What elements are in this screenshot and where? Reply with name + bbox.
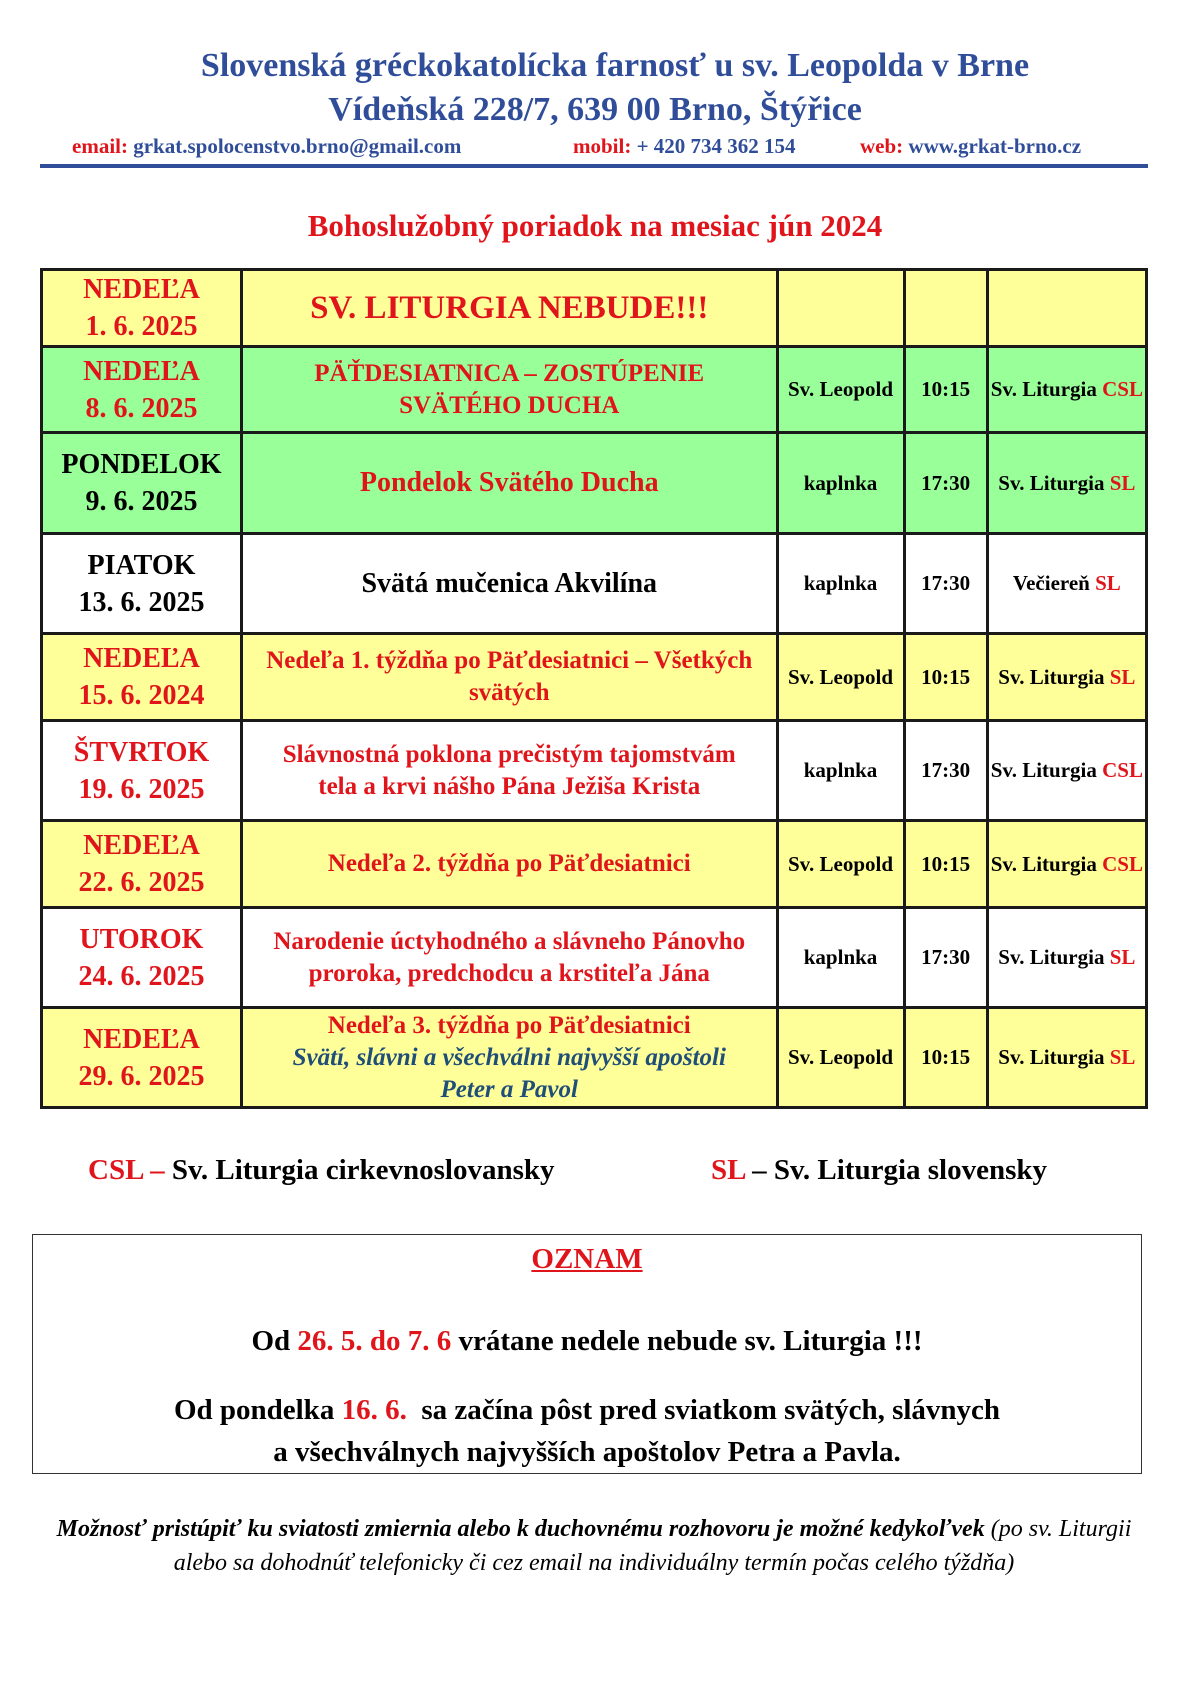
schedule-row (42, 433, 1147, 534)
mobile-contact: mobil: + 420 734 362 154 (573, 134, 796, 158)
day-cell: NEDEĽA 22. 6. 2025 (42, 821, 242, 908)
notice-title: OZNAM (531, 1243, 643, 1275)
place-cell: kaplnka (777, 433, 904, 534)
service-cell: Sv. Liturgia SL (987, 433, 1146, 534)
parish-name: Slovenská gréckokatolícka farnosť u sv. Leopolda v Brne (200, 47, 1030, 84)
schedule-row (42, 721, 1147, 821)
feast-cell: PÄŤDESIATNICA – ZOSTÚPENIE SVÄTÉHO DUCHA (241, 347, 777, 433)
feast-cell: Pondelok Svätého Ducha (241, 433, 777, 534)
feast-cell: Svätá mučenica Akvilína (241, 534, 777, 634)
schedule-table (40, 268, 1148, 1109)
schedule-row (42, 347, 1147, 433)
feast-cell: Slávnostná poklona prečistým tajomstvám tela a krvi nášho Pána Ježiša Krista (241, 721, 777, 821)
header-divider (40, 164, 1148, 168)
time-cell: 17:30 (904, 534, 987, 634)
time-cell: 10:15 (904, 821, 987, 908)
place-cell: kaplnka (777, 908, 904, 1008)
email-contact[interactable]: email: grkat.spolocenstvo.brno@gmail.com (72, 134, 462, 158)
time-cell: 17:30 (904, 908, 987, 1008)
document-title: Bohoslužobný poriadok na mesiac jún 2024 (307, 208, 883, 243)
time-cell: 17:30 (904, 433, 987, 534)
service-cell: Sv. Liturgia CSL (987, 721, 1146, 821)
service-cell: Večiereň SL (987, 534, 1146, 634)
notice-paragraph-1: Od 26. 5. do 7. 6 vrátane nedele nebude sv. Liturgia !!! (251, 1325, 923, 1357)
time-cell (904, 270, 987, 347)
service-cell: Sv. Liturgia SL (987, 1008, 1146, 1108)
day-cell: ŠTVRTOK 19. 6. 2025 (42, 721, 242, 821)
day-cell: UTOROK 24. 6. 2025 (42, 908, 242, 1008)
time-cell: 17:30 (904, 721, 987, 821)
feast-cell: SV. LITURGIA NEBUDE!!! (241, 270, 777, 347)
footer-note: Možnosť pristúpiť ku sviatosti zmiernia alebo k duchovnému rozhovoru je možné kedykoľvek (po sv. Liturgii alebo sa dohodnúť telefonicky či cez email na individuálny termín počas celého týždňa) (56, 1516, 1132, 1576)
day-cell: NEDEĽA 1. 6. 2025 (42, 270, 242, 347)
legend-csl: CSL – Sv. Liturgia cirkevnoslovansky (88, 1154, 555, 1186)
notice-box (32, 1234, 1142, 1474)
day-cell: PIATOK 13. 6. 2025 (42, 534, 242, 634)
parish-address: Vídeňská 228/7, 639 00 Brno, Štýřice (328, 91, 862, 128)
feast-cell: Nedeľa 3. týždňa po Päťdesiatnici Svätí, slávni a všechválni najvyšší apoštoli Peter a Pavol (241, 1008, 777, 1108)
schedule-row (42, 534, 1147, 634)
service-cell (987, 270, 1146, 347)
schedule-row (42, 821, 1147, 908)
parish-header (0, 44, 1190, 132)
place-cell: kaplnka (777, 721, 904, 821)
place-cell (777, 270, 904, 347)
service-cell: Sv. Liturgia SL (987, 634, 1146, 721)
schedule-row (42, 634, 1147, 721)
place-cell: Sv. Leopold (777, 634, 904, 721)
feast-cell: Narodenie úctyhodného a slávneho Pánovho proroka, predchodcu a krstiteľa Jána (241, 908, 777, 1008)
schedule-row (42, 270, 1147, 347)
time-cell: 10:15 (904, 634, 987, 721)
service-cell: Sv. Liturgia SL (987, 908, 1146, 1008)
day-cell: NEDEĽA 8. 6. 2025 (42, 347, 242, 433)
place-cell: Sv. Leopold (777, 821, 904, 908)
place-cell: kaplnka (777, 534, 904, 634)
service-cell: Sv. Liturgia CSL (987, 821, 1146, 908)
day-cell: NEDEĽA 15. 6. 2024 (42, 634, 242, 721)
feast-cell: Nedeľa 2. týždňa po Päťdesiatnici (241, 821, 777, 908)
feast-cell: Nedeľa 1. týždňa po Päťdesiatnici – Všetkých svätých (241, 634, 777, 721)
day-cell: PONDELOK 9. 6. 2025 (42, 433, 242, 534)
place-cell: Sv. Leopold (777, 1008, 904, 1108)
schedule-row (42, 1008, 1147, 1108)
place-cell: Sv. Leopold (777, 347, 904, 433)
legend-sl: SL – Sv. Liturgia slovensky (711, 1154, 1048, 1186)
schedule-row (42, 908, 1147, 1008)
time-cell: 10:15 (904, 1008, 987, 1108)
notice-paragraph-2: Od pondelka 16. 6. sa začína pôst pred sviatkom svätých, slávnych a všechválnych najvyšších apoštolov Petra a Pavla. (173, 1394, 1001, 1468)
time-cell: 10:15 (904, 347, 987, 433)
service-cell: Sv. Liturgia CSL (987, 347, 1146, 433)
web-contact[interactable]: web: www.grkat-brno.cz (860, 134, 1082, 158)
day-cell: NEDEĽA 29. 6. 2025 (42, 1008, 242, 1108)
